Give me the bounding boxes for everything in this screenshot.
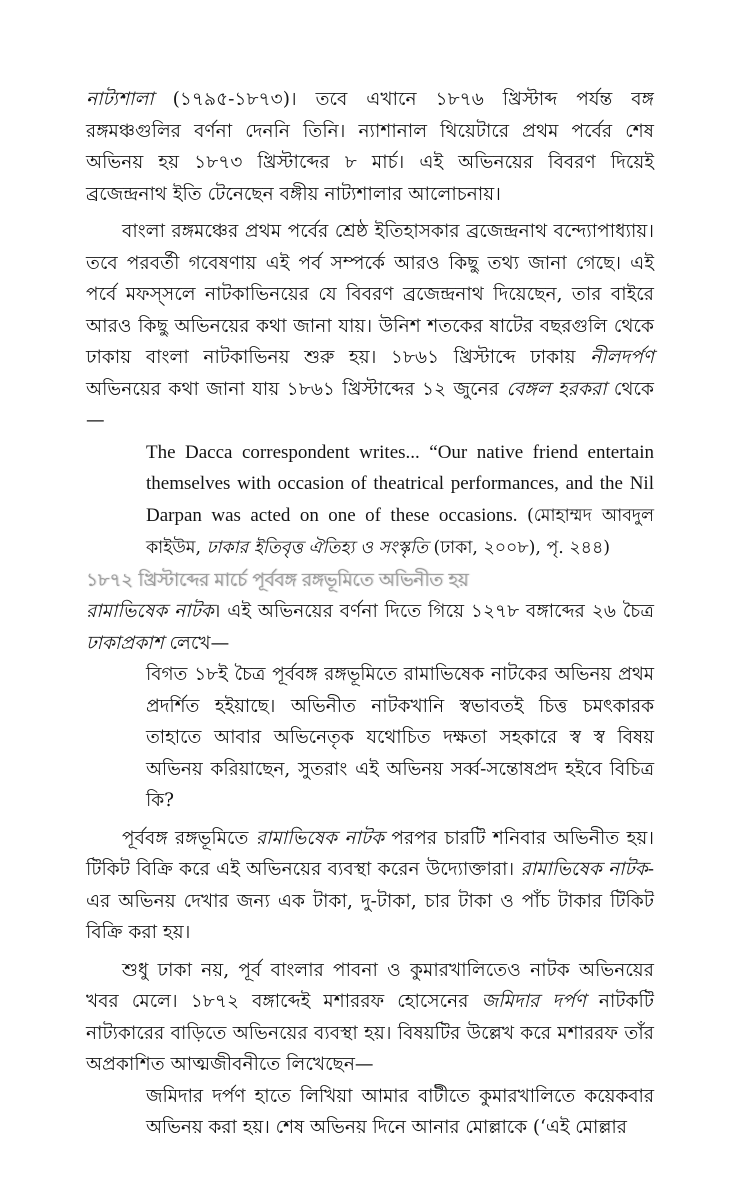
blurred-scan-line	[86, 565, 654, 597]
paragraph-text: নাটকটি নাট্যকারের বাড়িতে অভিনয়ের ব্যবস্থা হয়। বিষয়টির উল্লেখ করে মশাররফ তাঁর অপ্রকাশিত আত্মজীবনীতে লিখেছেন—	[86, 991, 655, 1075]
italic-title: ঢাকাপ্রকাশ	[86, 632, 164, 654]
italic-title: নাট্যশালা	[86, 89, 154, 110]
paragraph-1	[86, 84, 654, 210]
quote-text: জমিদার দর্পণ হাতে লিখিয়া আমার বাটীতে কুমারখালিতে কয়েকবার অভিনয় করা হয়। শেষ অভিনয় দিনে আনার মোল্লাকে (‘এই মোল্লার	[146, 1085, 654, 1138]
quote-text: The Dacca correspondent writes... “Our native friend entertain themselves with occasion of theatrical performances, and the Nil Darpan was acted on one of these occasions.	[146, 441, 654, 526]
paragraph-2	[86, 216, 654, 437]
italic-title: ঢাকার ইতিবৃত্ত ঐতিহ্য ও সংস্কৃতি	[206, 538, 428, 558]
paragraph-text: । এই অভিনয়ের বর্ণনা দিতে গিয়ে ১২৭৮ বঙ্গাব্দের ২৬ চৈত্র	[213, 601, 654, 622]
italic-title: নীলদর্পণ	[590, 347, 654, 368]
paragraph-text: শুধু ঢাকা নয়, পূর্ব বাংলার পাবনা ও কুমারখালিতেও নাটক অভিনয়ের খবর মেলে। ১৮৭২ বঙ্গাব্দেই মশাররফ হোসেনের	[86, 959, 654, 1012]
paragraph-text: বাংলা রঙ্গমঞ্চের প্রথম পর্বের শ্রেষ্ঠ ইতিহাসকার ব্রজেন্দ্রনাথ বন্দ্যোপাধ্যায়। তবে পরবর্তী গবেষণায় এই পর্ব সম্পর্কে আরও কিছু তথ্য জানা গেছে। এই পর্বে মফস্সলে নাটকাভিনয়ের যে বিবরণ ব্রজেন্দ্রনাথ দিয়েছেন, তার বাইরে আরও কিছু অভিনয়ের কথা জানা যায়। উনিশ শতকের ষাটের বছরগুলি থেকে ঢাকায় বাংলা নাটকাভিনয় শুরু হয়। ১৮৬১ খ্রিস্টাব্দে ঢাকায়	[86, 221, 654, 368]
paragraph-3	[86, 596, 654, 659]
paragraph-text: -এর অভিনয় দেখার জন্য এক টাকা, দু-টাকা, চার টাকা ও পাঁচ টাকার টিকিট বিক্রি করা হয়।	[86, 859, 654, 943]
italic-title: জমিদার দর্পণ	[481, 991, 586, 1012]
paragraph-5	[86, 955, 654, 1081]
quote-text: বিগত ১৮ই চৈত্র পূর্ববঙ্গ রঙ্গভূমিতে রামাভিষেক নাটকের অভিনয় প্রথম প্রদর্শিত হইয়াছে। অভিনীত নাটকখানি স্বভাবতই চিত্ত চমৎকারক তাহাতে আবার অভিনেতৃক যথোচিত দক্ষতা সহকারে স্ব স্ব বিষয় অভিনয় করিয়াছেন, সুতরাং এই অভিনয় সর্ব্ব-সন্তোষপ্রদ হইবে বিচিত্র কি?	[146, 664, 654, 811]
italic-title: বেঙ্গল হরকরা	[506, 378, 607, 400]
paragraph-text: (১৭৯৫-১৮৭৩)। তবে এখানে ১৮৭৬ খ্রিস্টাব্দ পর্যন্ত বঙ্গ রঙ্গমঞ্চগুলির বর্ণনা দেননি তিনি। ন্যাশানাল থিয়েটারে প্রথম পর্বের শেষ অভিনয় হয় ১৮৭৩ খ্রিস্টাব্দের ৮ মার্চ। এই অভিনয়ের বিবরণ দিয়েই ব্রজেন্দ্রনাথ ইতি টেনেছেন বঙ্গীয় নাট্যশালার আলোচনায়।	[86, 89, 654, 205]
citation-text: (মোহাম্মদ আবদুল কাইউম,	[146, 505, 654, 558]
blurred-text: ১৮৭২ খ্রিস্টাব্দের মার্চে পূর্ববঙ্গ রঙ্গভূমিতে অভিনীত হয়	[86, 569, 469, 591]
paragraph-4	[86, 823, 654, 949]
paragraph-text: পরপর চারটি শনিবার অভিনীত হয়। টিকিট বিক্রি করে এই অভিনয়ের ব্যবস্থা করেন উদ্যোক্তারা।	[86, 827, 654, 880]
block-quote-3	[146, 1081, 654, 1144]
paragraph-text: লেখে—	[163, 632, 230, 654]
paragraph-text: পূর্ববঙ্গ রঙ্গভূমিতে	[122, 827, 256, 849]
block-quote-1	[146, 437, 654, 565]
block-quote-2	[146, 659, 654, 817]
italic-title: রামাভিষেক নাটক	[255, 827, 385, 849]
paragraph-text: থেকে—	[86, 378, 654, 431]
italic-title: রামাভিষেক নাটক	[520, 859, 648, 880]
paragraph-text: অভিনয়ের কথা জানা যায় ১৮৬১ খ্রিস্টাব্দের ১২ জুনের	[86, 378, 507, 400]
citation-text: (ঢাকা, ২০০৮), পৃ. ২৪৪)	[427, 538, 611, 558]
italic-title: রামাভিষেক নাটক	[86, 601, 214, 622]
